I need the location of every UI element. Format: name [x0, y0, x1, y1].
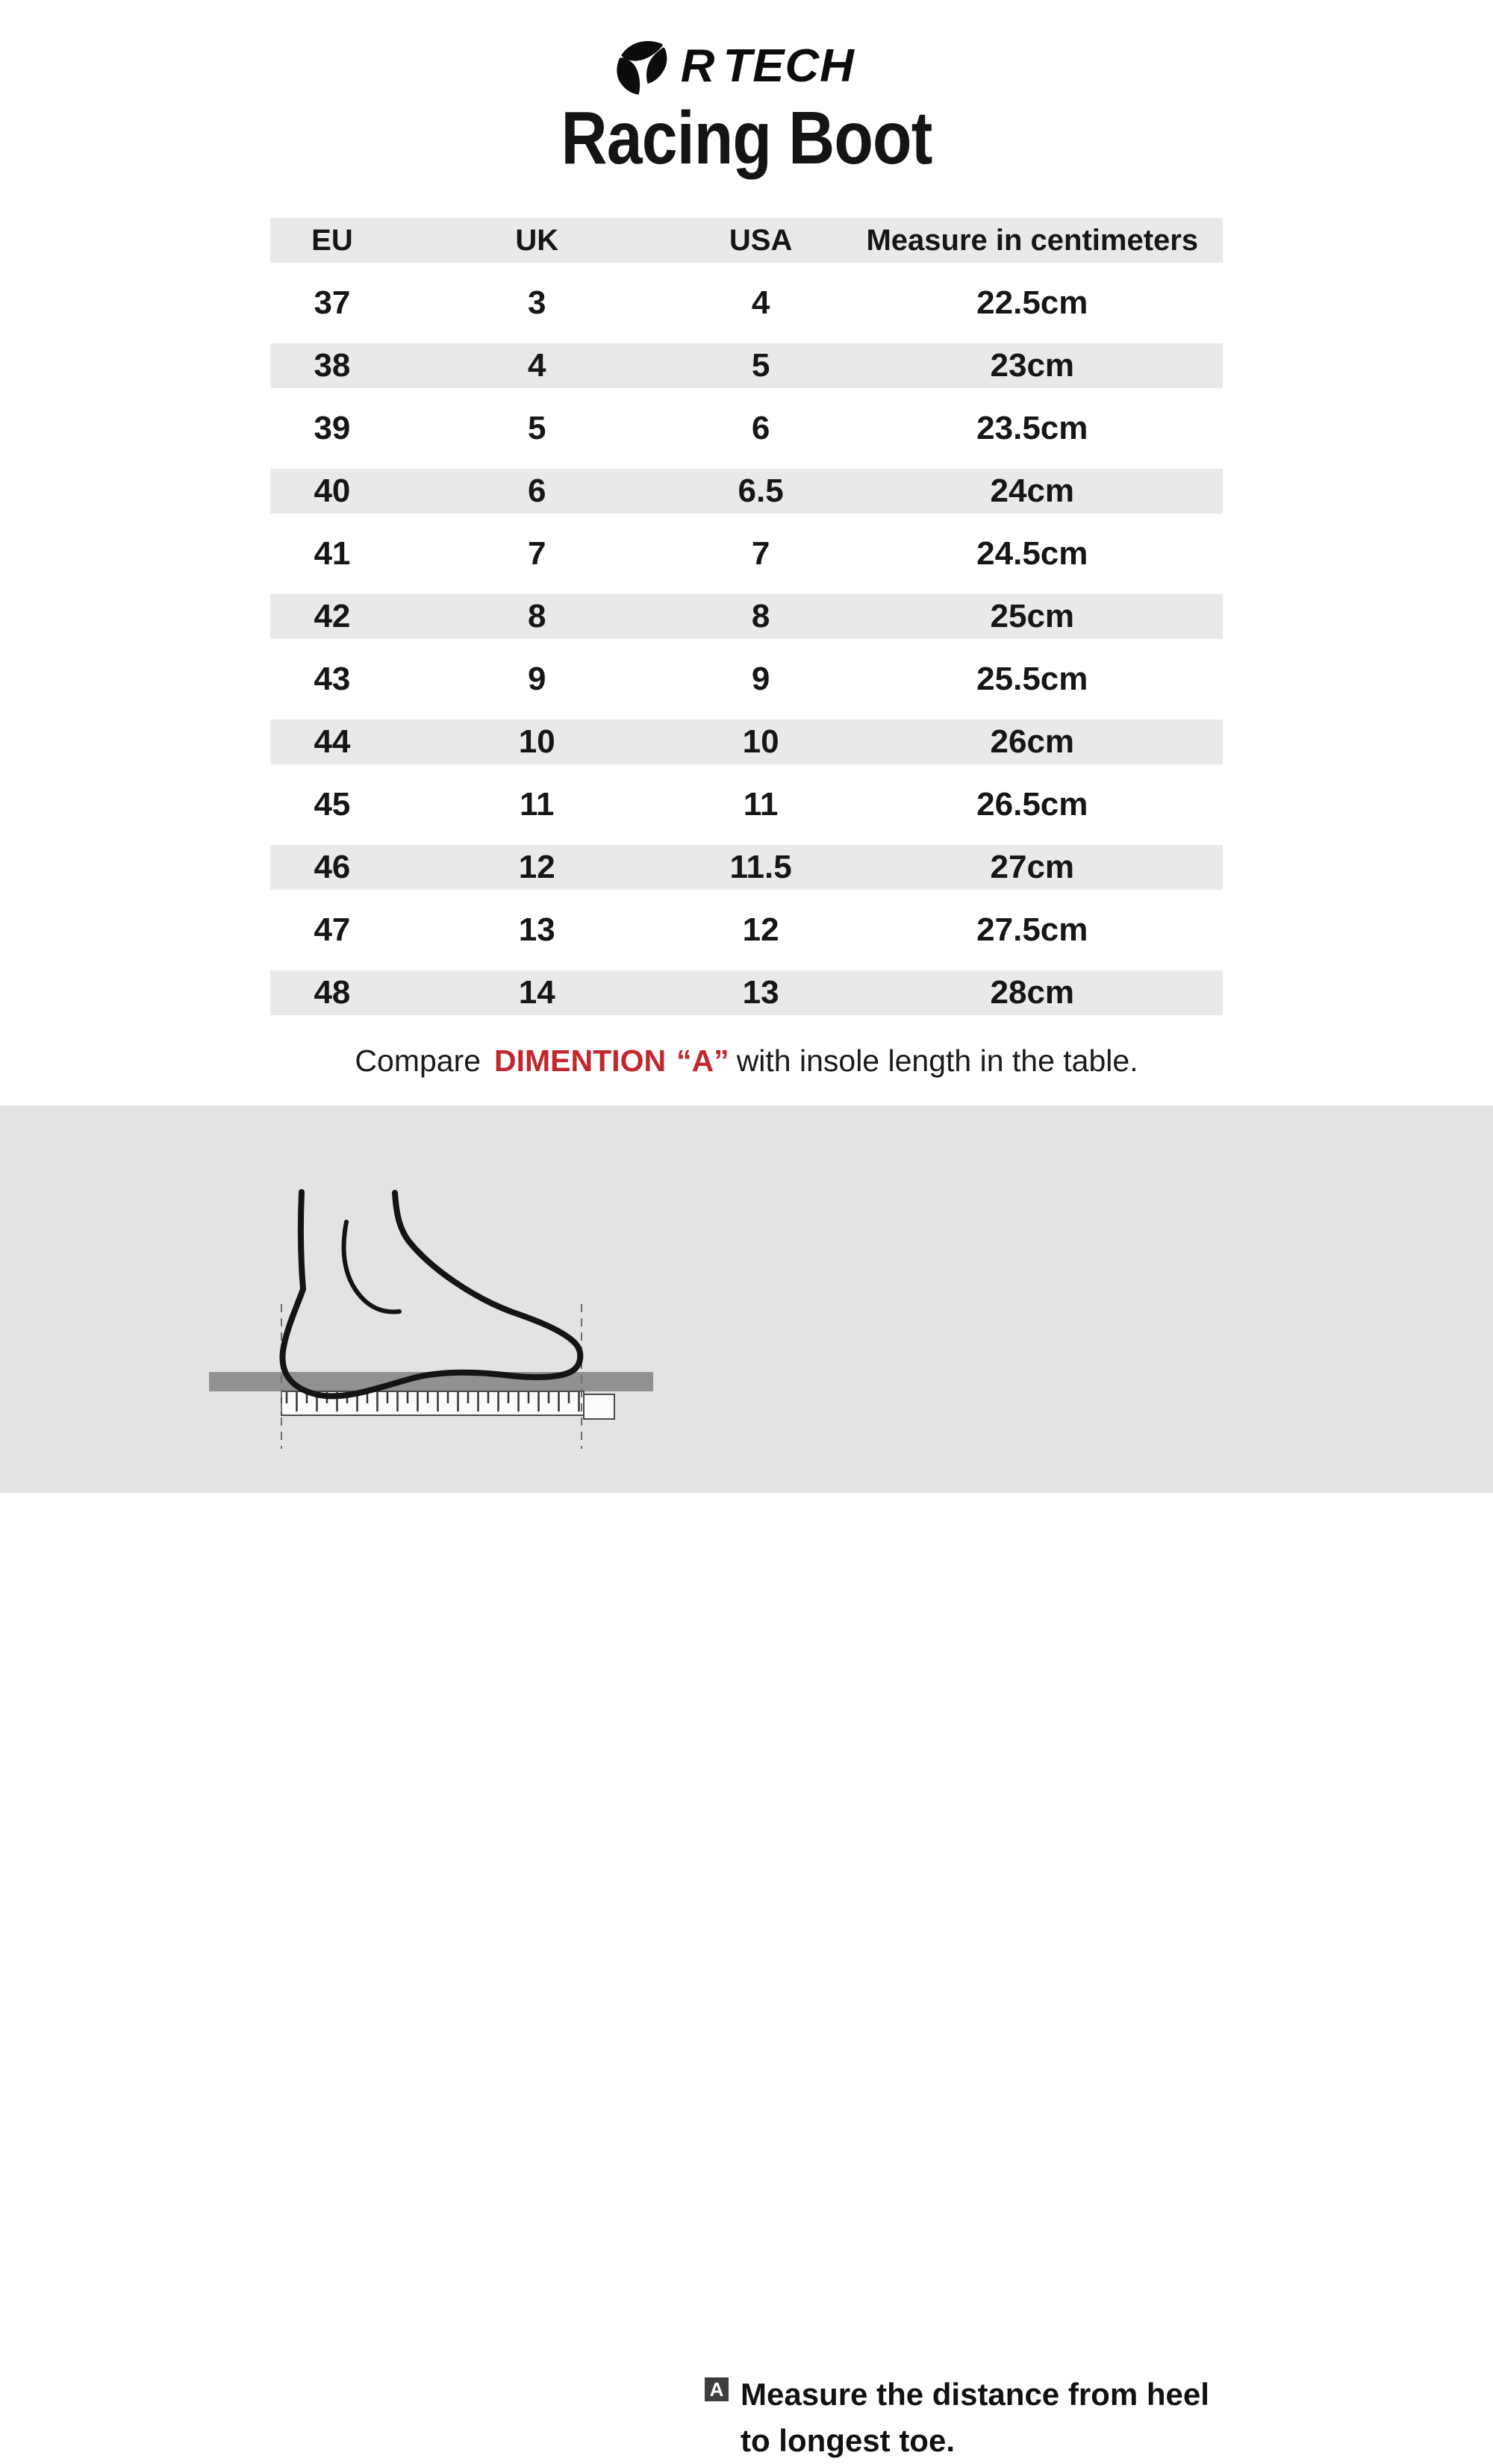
table-cell: 40 [314, 472, 351, 509]
table-cell: 7 [528, 535, 546, 572]
table-cell: 41 [314, 535, 351, 572]
compare-note [0, 1044, 1493, 1079]
table-cell: 3 [528, 284, 546, 321]
table-cell: 25.5cm [976, 661, 1088, 697]
table-row [270, 388, 1223, 469]
table-cell: 14 [518, 974, 555, 1011]
table-cell: 46 [314, 849, 351, 885]
measure-instruction-text [741, 2371, 1209, 2464]
table-cell: 6 [751, 410, 770, 446]
table-cell: 23cm [990, 347, 1075, 384]
table-row [270, 720, 1223, 764]
page-title: Racing Boot [561, 96, 932, 180]
table-cell: 8 [751, 598, 770, 634]
foot-outline [282, 1192, 580, 1396]
tri-blade-emblem-icon [612, 37, 673, 96]
table-header-row [270, 218, 1223, 263]
table-row [270, 343, 1223, 388]
foot-measurement-diagram [0, 1105, 1493, 1493]
table-cell: 10 [518, 723, 555, 760]
table-cell: 25cm [990, 598, 1075, 634]
table-row [270, 594, 1223, 639]
table-cell: 24.5cm [976, 535, 1088, 572]
table-cell: 44 [314, 723, 351, 760]
table-cell: 9 [751, 661, 770, 697]
size-table-body [270, 263, 1223, 1015]
brand-wordmark-r: R [680, 40, 716, 92]
brand-wordmark [681, 40, 855, 93]
table-cell: 7 [751, 535, 770, 572]
table-cell: 28cm [990, 974, 1075, 1011]
table-cell: 6.5 [738, 472, 784, 509]
table-cell: 26.5cm [976, 786, 1088, 823]
table-cell: 11 [743, 786, 779, 823]
table-cell: 43 [314, 661, 351, 697]
table-row [270, 263, 1223, 343]
table-cell: 4 [751, 284, 770, 321]
column-header: USA [729, 223, 793, 257]
table-row [270, 970, 1223, 1015]
table-cell: 5 [528, 410, 546, 446]
table-cell: 22.5cm [976, 284, 1088, 321]
table-cell: 23.5cm [976, 410, 1088, 446]
table-cell: 37 [314, 284, 351, 321]
table-row [270, 764, 1223, 845]
table-cell: 6 [528, 472, 546, 509]
column-header: Measure in centimeters [866, 223, 1199, 257]
measure-instruction-line1: Measure the distance from heel [741, 2377, 1209, 2412]
dimension-a-highlight: “A” [676, 1044, 729, 1078]
table-cell: 10 [742, 723, 779, 760]
table-cell: 38 [314, 347, 351, 384]
table-cell: 11.5 [729, 849, 792, 885]
table-cell: 9 [528, 661, 546, 697]
measure-instruction [703, 2371, 1209, 2464]
table-cell: 27.5cm [976, 911, 1088, 948]
measuring-panel [0, 1105, 1493, 2458]
compare-note-suffix: with insole length in the table. [736, 1044, 1138, 1078]
table-cell: 27cm [990, 849, 1075, 885]
compare-note-prefix: Compare [355, 1044, 481, 1078]
ruler-end-box [584, 1394, 614, 1419]
table-cell: 8 [528, 598, 546, 634]
table-cell: 12 [518, 849, 555, 885]
table-cell: 5 [751, 347, 770, 384]
table-cell: 12 [742, 911, 779, 948]
dimension-a-badge: A [703, 2376, 730, 2403]
brand-logo [612, 28, 881, 103]
table-cell: 24cm [990, 472, 1075, 509]
table-row [270, 469, 1223, 514]
dimension-highlight: DIMENTION [494, 1044, 667, 1078]
measure-instruction-line2: to longest toe. [741, 2423, 955, 2458]
brand-wordmark-tech: TECH [723, 40, 855, 92]
table-cell: 47 [314, 911, 351, 948]
column-header: UK [515, 223, 559, 257]
table-row [270, 639, 1223, 720]
ankle-inner-curve [344, 1222, 399, 1311]
table-row [270, 845, 1223, 890]
table-cell: 42 [314, 598, 351, 634]
table-cell: 48 [314, 974, 351, 1011]
table-cell: 45 [314, 786, 351, 823]
table-row [270, 514, 1223, 594]
table-row [270, 890, 1223, 970]
table-cell: 13 [518, 911, 555, 948]
table-cell: 11 [520, 786, 555, 823]
column-header: EU [311, 223, 353, 257]
table-cell: 39 [314, 410, 351, 446]
size-table [270, 218, 1223, 1015]
table-cell: 26cm [990, 723, 1075, 760]
table-cell: 13 [742, 974, 779, 1011]
table-cell: 4 [528, 347, 546, 384]
